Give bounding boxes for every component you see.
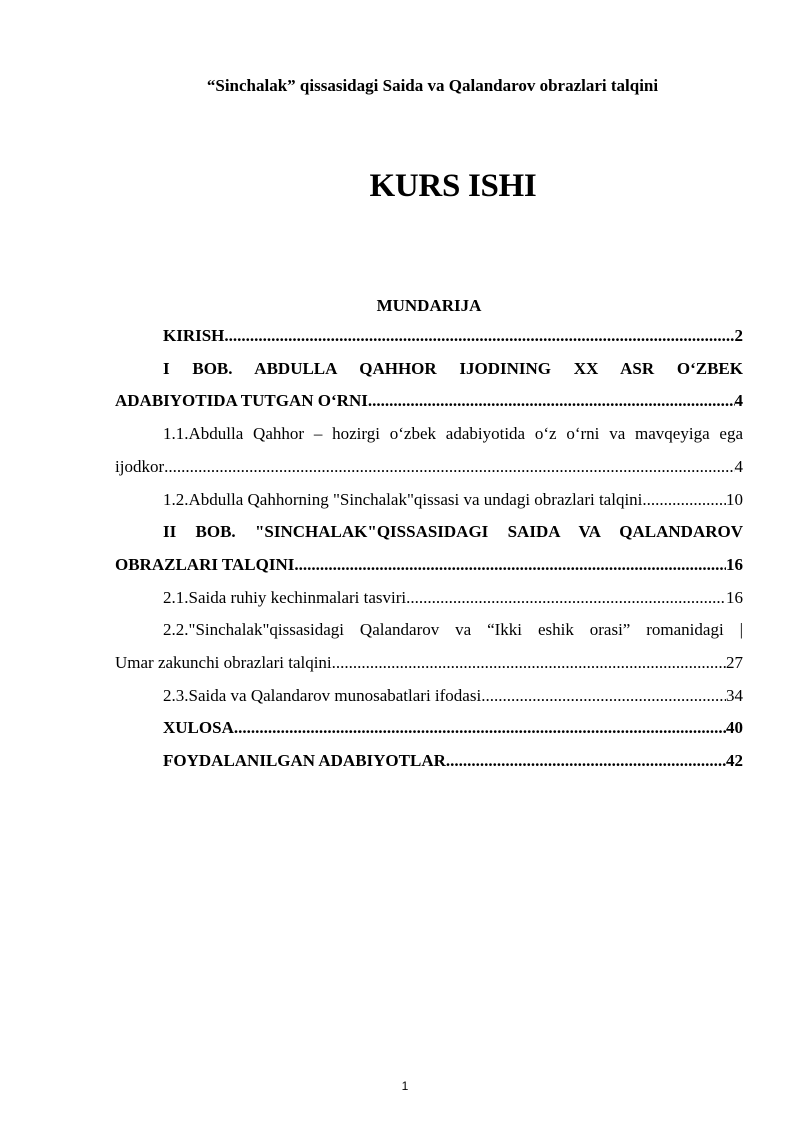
toc-leader-dots bbox=[332, 647, 726, 680]
toc-entry-label: XULOSA bbox=[163, 718, 234, 738]
toc-entry-label-continued: OBRAZLARI TALQINI bbox=[115, 554, 295, 574]
toc-leader-dots bbox=[234, 712, 726, 745]
toc-entry-label: 1.1.Abdulla Qahhor – hozirgi o‘zbek adabiyotida o‘z o‘rni va mavqeyiga ega bbox=[163, 424, 743, 444]
document-title: KURS ISHI bbox=[369, 168, 537, 204]
toc-entry-page: 10 bbox=[726, 489, 743, 509]
toc-entry-label: 1.2.Abdulla Qahhorning "Sinchalak"qissasi va undagi obrazlari talqini bbox=[163, 489, 643, 509]
toc-entry-section-2-3[interactable] bbox=[115, 680, 743, 713]
toc-entry-label: KIRISH bbox=[163, 326, 225, 345]
toc-entry-page: 34 bbox=[726, 685, 743, 705]
toc-entry-chapter-2[interactable] bbox=[115, 516, 743, 581]
toc-entry-label: I BOB. ABDULLA QAHHOR IJODINING XX ASR O‘ZBEK bbox=[163, 358, 743, 378]
toc-entry-label-continued: ADABIYOTIDA TUTGAN O‘RNI bbox=[115, 391, 368, 411]
toc-leader-dots bbox=[406, 582, 726, 615]
toc-entry-label-continued: Umar zakunchi obrazlari talqini bbox=[115, 653, 332, 673]
toc-entry-page: 16 bbox=[726, 587, 743, 607]
toc-entry-section-2-2[interactable] bbox=[115, 614, 743, 679]
toc-leader-dots bbox=[481, 680, 726, 713]
toc-entry-page: 16 bbox=[726, 554, 743, 574]
toc-entry-xulosa[interactable] bbox=[115, 712, 743, 745]
toc-entry-page: 27 bbox=[726, 653, 743, 673]
toc-entry-page: 2 bbox=[734, 326, 743, 345]
table-of-contents bbox=[115, 320, 743, 778]
toc-entry-section-1-1[interactable] bbox=[115, 418, 743, 483]
toc-leader-dots bbox=[642, 484, 726, 517]
toc-entry-label: II BOB. "SINCHALAK"QISSASIDAGI SAIDA VA QALANDAROV bbox=[163, 522, 743, 542]
toc-entry-chapter-1[interactable] bbox=[115, 353, 743, 418]
page-number: 1 bbox=[401, 1079, 409, 1093]
toc-entry-label: 2.2."Sinchalak"qissasidagi Qalandarov va “Ikki eshik orasi” romanidagi | bbox=[163, 620, 743, 640]
toc-entry-bibliography[interactable] bbox=[115, 745, 743, 778]
toc-entry-page: 42 bbox=[726, 751, 743, 771]
document-topic: “Sinchalak” qissasidagi Saida va Qalandarov obrazlari talqini bbox=[206, 76, 659, 95]
toc-leader-dots bbox=[164, 451, 734, 484]
toc-entry-page: 4 bbox=[734, 391, 743, 411]
toc-leader-dots bbox=[368, 385, 735, 418]
toc-entry-page: 4 bbox=[734, 456, 743, 476]
toc-entry-section-2-1[interactable] bbox=[115, 582, 743, 615]
toc-leader-dots bbox=[294, 549, 726, 582]
toc-entry-label: 2.1.Saida ruhiy kechinmalari tasviri bbox=[163, 587, 407, 607]
toc-entry-section-1-2[interactable] bbox=[115, 484, 743, 517]
toc-leader-dots bbox=[446, 745, 726, 778]
toc-leader-dots bbox=[224, 320, 734, 353]
toc-entry-label-continued: ijodkor bbox=[115, 456, 165, 476]
toc-entry-label: FOYDALANILGAN ADABIYOTLAR bbox=[163, 751, 446, 771]
toc-entry-kirish[interactable] bbox=[115, 320, 743, 353]
toc-entry-page: 40 bbox=[726, 718, 743, 738]
toc-heading: MUNDARIJA bbox=[376, 296, 482, 315]
toc-entry-label: 2.3.Saida va Qalandarov munosabatlari ifodasi bbox=[163, 685, 482, 705]
